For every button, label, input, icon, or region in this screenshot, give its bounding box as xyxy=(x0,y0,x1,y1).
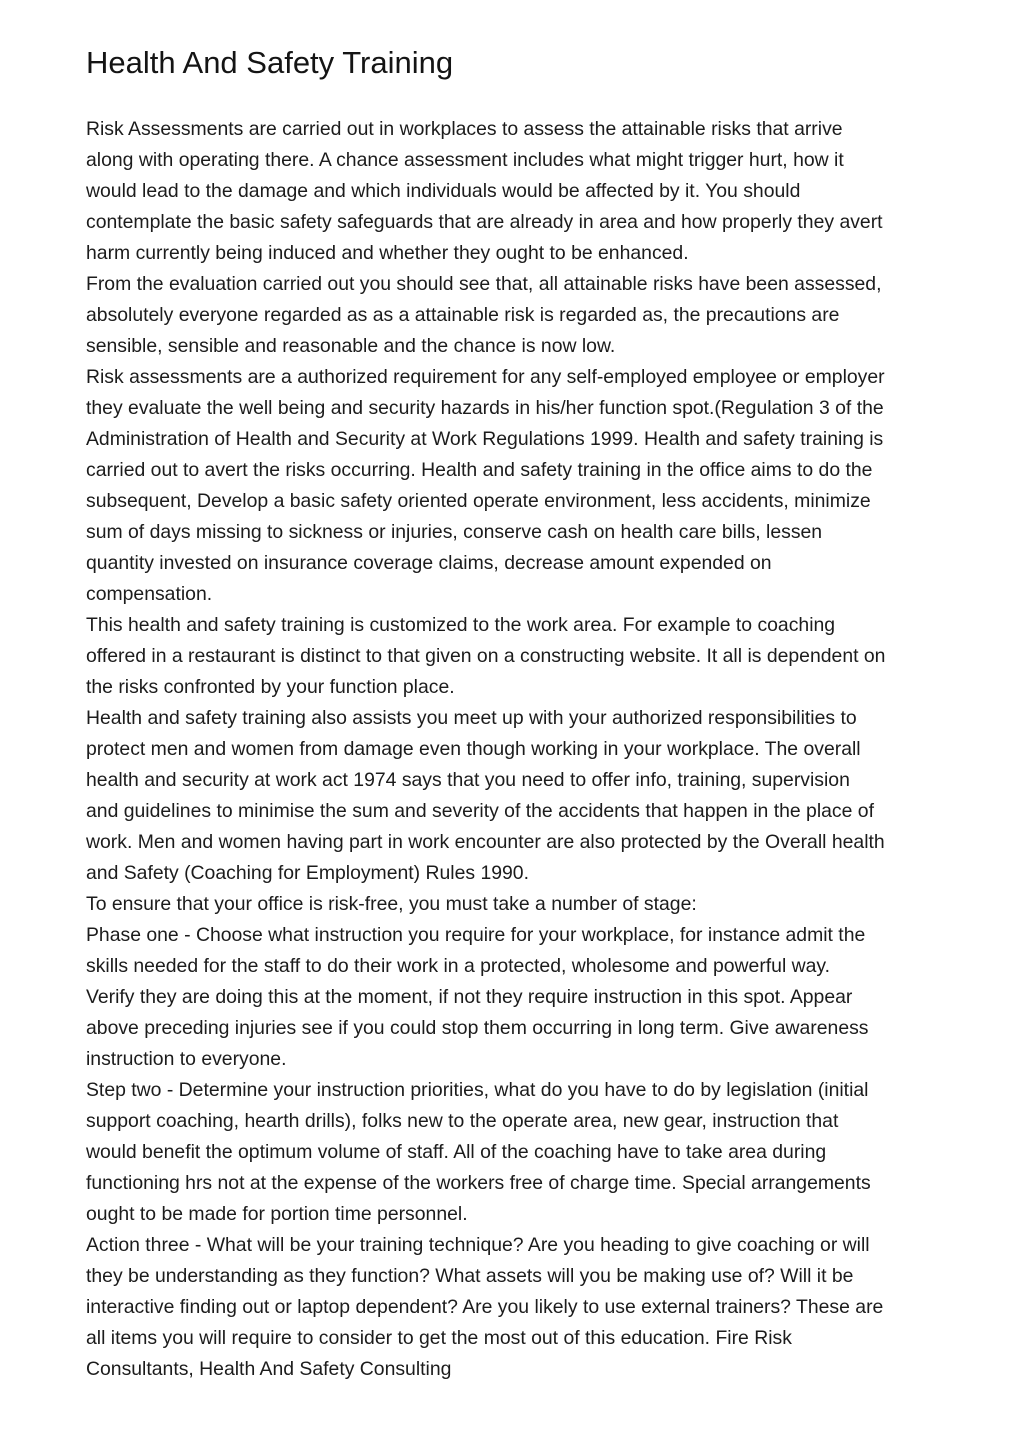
text-line: and Safety (Coaching for Employment) Rules 1990. xyxy=(86,862,529,884)
paragraph-phase-one xyxy=(86,920,946,1075)
text-line: sensible, sensible and reasonable and the chance is now low. xyxy=(86,335,616,357)
text-line: support coaching, hearth drills), folks new to the operate area, new gear, instruction that xyxy=(86,1110,839,1132)
text-line: Phase one - Choose what instruction you require for your workplace, for instance admit the xyxy=(86,924,866,946)
paragraph-evaluation xyxy=(86,269,946,362)
text-line: instruction to everyone. xyxy=(86,1048,287,1070)
text-line: they evaluate the well being and security hazards in his/her function spot.(Regulation 3 of the xyxy=(86,397,884,419)
text-line: protect men and women from damage even though working in your workplace. The overall xyxy=(86,738,861,760)
text-line: Action three - What will be your training technique? Are you heading to give coaching or will xyxy=(86,1234,870,1256)
text-line: carried out to avert the risks occurring. Health and safety training in the office aims to do the xyxy=(86,459,873,481)
text-line: Risk assessments are a authorized requirement for any self-employed employee or employer xyxy=(86,366,885,388)
text-line: Administration of Health and Security at Work Regulations 1999. Health and safety training is xyxy=(86,428,884,450)
text-line: contemplate the basic safety safeguards that are already in area and how properly they avert xyxy=(86,211,883,233)
paragraph-risk-assessments xyxy=(86,114,946,269)
text-line: work. Men and women having part in work encounter are also protected by the Overall health xyxy=(86,831,885,853)
text-line: functioning hrs not at the expense of the workers free of charge time. Special arrangements xyxy=(86,1172,871,1194)
paragraph-responsibilities xyxy=(86,703,946,889)
text-line: they be understanding as they function? What assets will you be making use of? Will it be xyxy=(86,1265,854,1287)
paragraph-action-three xyxy=(86,1230,946,1385)
text-line: Verify they are doing this at the moment, if not they require instruction in this spot. Appear xyxy=(86,986,853,1008)
text-line: This health and safety training is customized to the work area. For example to coaching xyxy=(86,614,836,636)
text-line: To ensure that your office is risk-free, you must take a number of stage: xyxy=(86,893,697,915)
text-line: the risks confronted by your function place. xyxy=(86,676,455,698)
text-line: quantity invested on insurance coverage claims, decrease amount expended on xyxy=(86,552,772,574)
text-line: sum of days missing to sickness or injuries, conserve cash on health care bills, lessen xyxy=(86,521,823,543)
text-line: Health and safety training also assists you meet up with your authorized responsibilities to xyxy=(86,707,857,729)
text-line: skills needed for the staff to do their work in a protected, wholesome and powerful way. xyxy=(86,955,831,977)
text-line: Risk Assessments are carried out in workplaces to assess the attainable risks that arrive xyxy=(86,118,843,140)
text-line: subsequent, Develop a basic safety oriented operate environment, less accidents, minimize xyxy=(86,490,871,512)
page-title: Health And Safety Training xyxy=(86,45,454,80)
text-line: would lead to the damage and which individuals would be affected by it. You should xyxy=(86,180,801,202)
paragraph-step-two xyxy=(86,1075,946,1230)
text-line: Consultants, Health And Safety Consulting xyxy=(86,1358,452,1380)
text-line: would benefit the optimum volume of staff. All of the coaching have to take area during xyxy=(86,1141,827,1163)
text-line: absolutely everyone regarded as as a attainable risk is regarded as, the precautions are xyxy=(86,304,840,326)
text-line: compensation. xyxy=(86,583,213,605)
text-line: above preceding injuries see if you could stop them occurring in long term. Give awareness xyxy=(86,1017,869,1039)
text-line: offered in a restaurant is distinct to that given on a constructing website. It all is dependent on xyxy=(86,645,886,667)
text-line: Step two - Determine your instruction priorities, what do you have to do by legislation (initial xyxy=(86,1079,869,1101)
document-body xyxy=(86,114,946,1385)
text-line: ought to be made for portion time personnel. xyxy=(86,1203,468,1225)
paragraph-customized-training xyxy=(86,610,946,703)
text-line: health and security at work act 1974 says that you need to offer info, training, supervision xyxy=(86,769,850,791)
paragraph-legal-requirement xyxy=(86,362,946,610)
text-line: all items you will require to consider to get the most out of this education. Fire Risk xyxy=(86,1327,792,1349)
text-line: interactive finding out or laptop dependent? Are you likely to use external trainers? These are xyxy=(86,1296,884,1318)
text-line: and guidelines to minimise the sum and severity of the accidents that happen in the place of xyxy=(86,800,874,822)
text-line: along with operating there. A chance assessment includes what might trigger hurt, how it xyxy=(86,149,844,171)
paragraph-stages-intro xyxy=(86,889,946,920)
text-line: harm currently being induced and whether they ought to be enhanced. xyxy=(86,242,689,264)
text-line: From the evaluation carried out you should see that, all attainable risks have been assessed, xyxy=(86,273,882,295)
